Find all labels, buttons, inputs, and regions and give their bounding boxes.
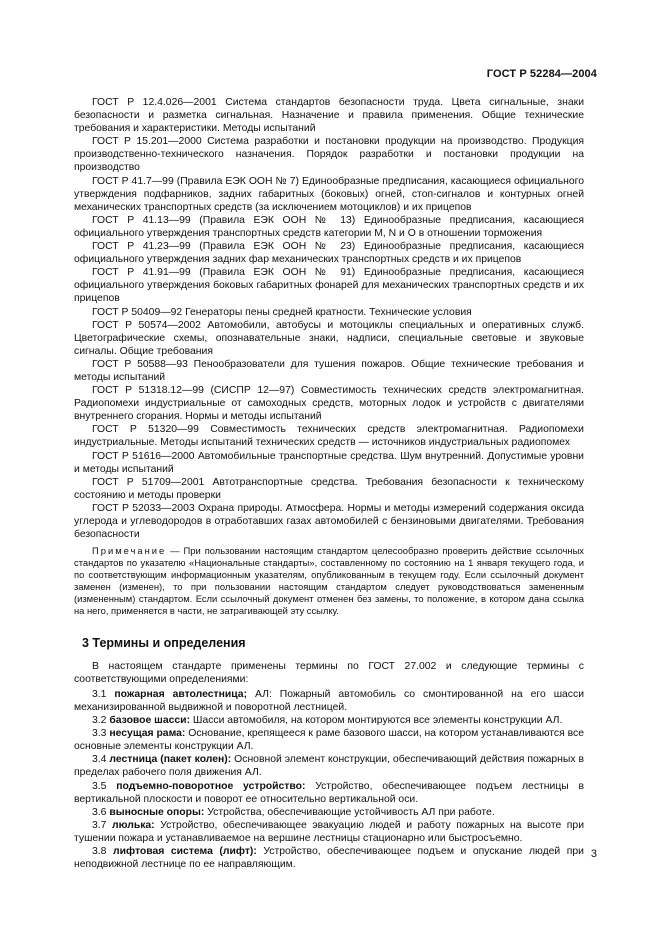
term-definition: Шасси автомобиля, на котором монтируются все элементы конструкции АЛ. bbox=[190, 715, 563, 727]
reference-item: ГОСТ Р 51616—2000 Автомобильные транспортные средства. Шум внутренний. Допустимые уровни и методы испытаний bbox=[74, 450, 584, 475]
term-item bbox=[74, 819, 584, 845]
note-paragraph bbox=[74, 545, 584, 616]
term-item bbox=[74, 727, 584, 753]
note-label: Примечание bbox=[92, 545, 167, 557]
reference-item: ГОСТ Р 51320—99 Совместимость технических средств электромагнитная. Радиопомехи индустриальные. Методы испытаний технических средств — источников индустриальных радиопомех bbox=[74, 424, 584, 449]
term-name: подъемно-поворотное устройство: bbox=[116, 780, 306, 792]
term-definition: Устройства, обеспечивающие устойчивость АЛ при работе. bbox=[204, 806, 495, 818]
term-definition: Устройство, обеспечивающее подъем и опускание людей при неподвижной лестнице по ее направляющим. bbox=[74, 846, 584, 871]
reference-item: ГОСТ Р 50409—92 Генераторы пены средней кратности. Технические условия bbox=[92, 306, 472, 318]
term-definition: Устройство, обеспечивающее эвакуацию людей и работу пожарных на высоте при тушении пожара и устанавливаемое на вершине лестницы стационарно или быстросъемно. bbox=[74, 819, 585, 844]
term-name: лестница (пакет колен): bbox=[109, 754, 232, 766]
term-number: 3.1 bbox=[92, 688, 107, 700]
term-number: 3.8 bbox=[92, 846, 107, 858]
term-number: 3.6 bbox=[92, 806, 107, 818]
term-name: базовое шасси: bbox=[109, 715, 191, 727]
reference-item: ГОСТ Р 52033—2003 Охрана природы. Атмосфера. Нормы и методы измерений содержания оксида углерода и углеводородов в отработавших газах автомобилей с бензиновыми двигателями. Требования безопасности bbox=[74, 502, 584, 541]
reference-item: ГОСТ Р 12.4.026—2001 Система стандартов безопасности труда. Цвета сигнальные, знаки безопасности и разметка сигнальная. Назначение и правила применения. Общие технические требования и характеристики. Методы испытаний bbox=[74, 97, 584, 135]
page-number: 3 bbox=[590, 848, 597, 860]
reference-item: ГОСТ Р 50588—93 Пенообразователи для тушения пожаров. Общие технические требования и методы испытаний bbox=[74, 358, 584, 383]
term-number: 3.7 bbox=[92, 819, 107, 831]
reference-item: ГОСТ Р 41.91—99 (Правила ЕЭК ООН № 91) Единообразные предписания, касающиеся официального утверждения боковых габаритных фонарей для механических транспортных средств и их прицепов bbox=[74, 267, 584, 305]
reference-item: ГОСТ Р 51318.12—99 (СИСПР 12—97) Совместимость технических средств электромагнитная. Радиопомехи индустриальные от самоходных средств, моторных лодок и устройств с двигателями внутреннего сгорания. Нормы и методы испытаний bbox=[74, 385, 584, 423]
reference-item: ГОСТ Р 41.13—99 (Правила ЕЭК ООН № 13) Единообразные предписания, касающиеся официального утверждения транспортных средств категории М, N и О в отношении торможения bbox=[74, 214, 584, 239]
term-item bbox=[74, 688, 584, 714]
term-item bbox=[74, 714, 584, 727]
term-item bbox=[74, 753, 584, 779]
section-intro: В настоящем стандарте применены термины по ГОСТ 27.002 и следующие термины с соответствующими определениями: bbox=[74, 660, 584, 685]
term-item bbox=[74, 806, 584, 819]
section-title: 3 Термины и определения bbox=[82, 635, 246, 650]
term-number: 3.3 bbox=[92, 728, 107, 740]
term-number: 3.4 bbox=[92, 754, 107, 766]
reference-item: ГОСТ Р 41.23—99 (Правила ЕЭК ООН № 23) Единообразные предписания, касающиеся официального утверждения задних фар механических транспортных средств и их прицепов bbox=[74, 241, 584, 266]
terms-list bbox=[74, 688, 584, 871]
document-code-header: ГОСТ Р 52284—2004 bbox=[486, 68, 597, 80]
term-definition: Устройство, обеспечивающее подъем лестницы в вертикальной плоскости и поворот ее относительно вертикальной оси. bbox=[74, 780, 585, 805]
term-definition: Основание, крепящееся к раме базового шасси, на котором устанавливаются все основные элементы конструкции АЛ. bbox=[74, 728, 585, 753]
references-list bbox=[74, 96, 584, 541]
reference-item: ГОСТ Р 50574—2002 Автомобили, автобусы и мотоциклы специальных и оперативных служб. Цветографические схемы, опознавательные знаки, надписи, специальные световые и звуковые сигналы. Общие требования bbox=[74, 319, 584, 357]
term-item bbox=[74, 845, 584, 871]
reference-item: ГОСТ Р 15.201—2000 Система разработки и постановки продукции на производство. Продукция производственно-технического назначения. Порядок разработки и постановки продукции на производство bbox=[74, 136, 584, 174]
note-text: — При пользовании настоящим стандартом целесообразно проверить действие ссылочных стандартов по указателю «Национальные стандарты», составленному по состоянию на 1 января текущего года, и по соответствующим информационным указателям, опубликованным в текущем году. Если ссылочный документ заменен (изменен), то при пользовании настоящим стандартом следует руководствоваться замененным (измененным) стандартом. Если ссылочный документ отменен без замены, то положение, в котором дана ссылка на него, применяется в части, не затрагивающей эту ссылку. bbox=[74, 545, 584, 616]
term-name: выносные опоры: bbox=[109, 806, 205, 818]
term-definition: Основной элемент конструкции, обеспечивающий действия пожарных в пределах рабочего поля движения АЛ. bbox=[74, 754, 584, 779]
term-number: 3.2 bbox=[92, 715, 107, 727]
term-name: лифтовая система (лифт): bbox=[113, 846, 257, 858]
page-content bbox=[74, 96, 584, 871]
term-item bbox=[74, 780, 584, 806]
reference-item: ГОСТ Р 41.7—99 (Правила ЕЭК ООН № 7) Единообразные предписания, касающиеся официального утверждения подфарников, задних габаритных (боковых) огней, стоп-сигналов и контурных огней механических транспортных средств (за исключением мотоциклов) и их прицепов bbox=[74, 175, 584, 213]
term-number: 3.5 bbox=[92, 780, 107, 792]
reference-item: ГОСТ Р 51709—2001 Автотранспортные средства. Требования безопасности к техническому состоянию и методы проверки bbox=[74, 476, 584, 501]
term-name: несущая рама: bbox=[109, 728, 186, 740]
term-name: пожарная автолестница; bbox=[114, 688, 248, 700]
term-definition: АЛ: Пожарный автомобиль со смонтированной на его шасси механизированной выдвижной и поворотной лестницей. bbox=[74, 688, 585, 713]
term-name: люлька: bbox=[112, 819, 155, 831]
